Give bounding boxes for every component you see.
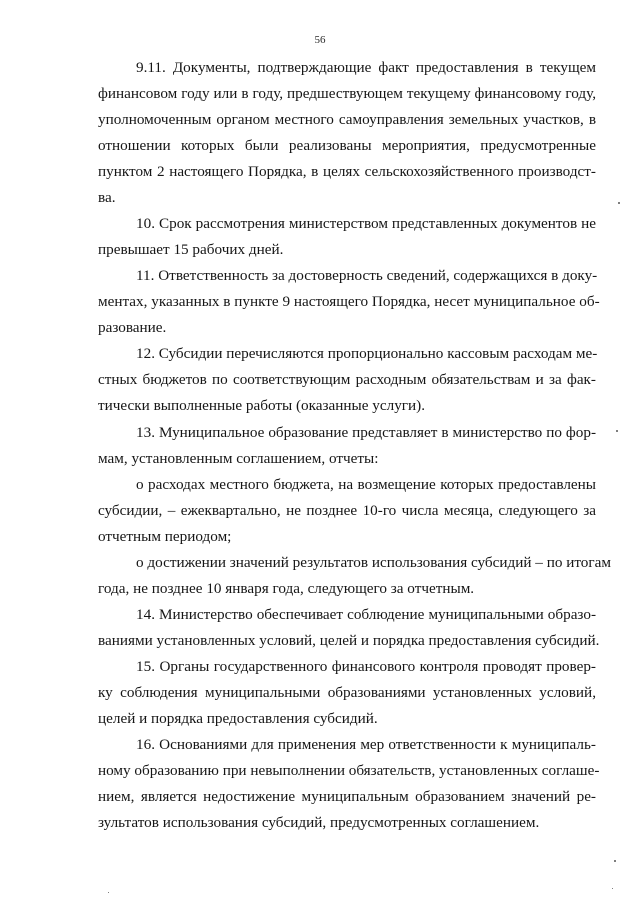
text-line: 9.11. Документы, подтверждающие факт предоставления в текущем (136, 59, 596, 76)
text-line: о расходах местного бюджета, на возмещение которых предоставлены (136, 476, 596, 493)
scan-speck (616, 430, 618, 432)
text-line: уполномоченным органом местного самоуправления земельных участков, в (98, 111, 596, 128)
text-line: ному образованию при невыполнении обязательств, установленных соглаше- (98, 762, 600, 779)
text-line: зультатов использования субсидий, предусмотренных соглашением. (98, 814, 540, 831)
text-line: года, не позднее 10 января года, следующего за отчетным. (98, 580, 475, 597)
text-line: ку соблюдения муниципальными образованиями установленных условий, (98, 684, 596, 701)
text-line: отношении которых были реализованы мероприятия, предусмотренные (98, 137, 596, 154)
text-line: пунктом 2 настоящего Порядка, в целях сельскохозяйственного производст- (98, 163, 596, 180)
text-line: 12. Субсидии перечисляются пропорционально кассовым расходам ме- (136, 345, 598, 362)
text-line: ва. (98, 189, 116, 206)
text-line: ваниями установленных условий, целей и порядка предоставления субсидий. (98, 632, 600, 649)
text-line: мам, установленным соглашением, отчеты: (98, 450, 379, 467)
text-line: субсидии, – ежеквартально, не позднее 10-го числа месяца, следующего за (98, 502, 596, 519)
text-line: 14. Министерство обеспечивает соблюдение муниципальными образо- (136, 606, 596, 623)
text-line: превышает 15 рабочих дней. (98, 241, 284, 258)
text-line: 16. Основаниями для применения мер ответственности к муниципаль- (136, 736, 596, 753)
text-line: отчетным периодом; (98, 528, 232, 545)
scan-speck (612, 888, 613, 889)
scan-speck (618, 202, 620, 204)
text-line: нием, является недостижение муниципальным образованием значений ре- (98, 788, 596, 805)
text-line: стных бюджетов по соответствующим расходным обязательствам и за фак- (98, 371, 596, 388)
text-line: финансовом году или в году, предшествующем текущему финансовому году, (98, 85, 596, 102)
text-line: о достижении значений результатов использования субсидий – по итогам (136, 554, 611, 571)
text-line: целей и порядка предоставления субсидий. (98, 710, 378, 727)
text-line: 13. Муниципальное образование представляет в министерство по фор- (136, 424, 596, 441)
page-number: 56 (314, 34, 326, 46)
scan-speck (108, 892, 109, 893)
text-line: 11. Ответственность за достоверность сведений, содержащихся в доку- (136, 267, 598, 284)
text-line: тически выполненные работы (оказанные услуги). (98, 397, 425, 414)
scan-speck (614, 860, 616, 862)
text-line: разование. (98, 319, 167, 336)
text-line: 15. Органы государственного финансового контроля проводят провер- (136, 658, 596, 675)
text-line: 10. Срок рассмотрения министерством представленных документов не (136, 215, 596, 232)
text-line: ментах, указанных в пункте 9 настоящего Порядка, несет муниципальное об- (98, 293, 600, 310)
